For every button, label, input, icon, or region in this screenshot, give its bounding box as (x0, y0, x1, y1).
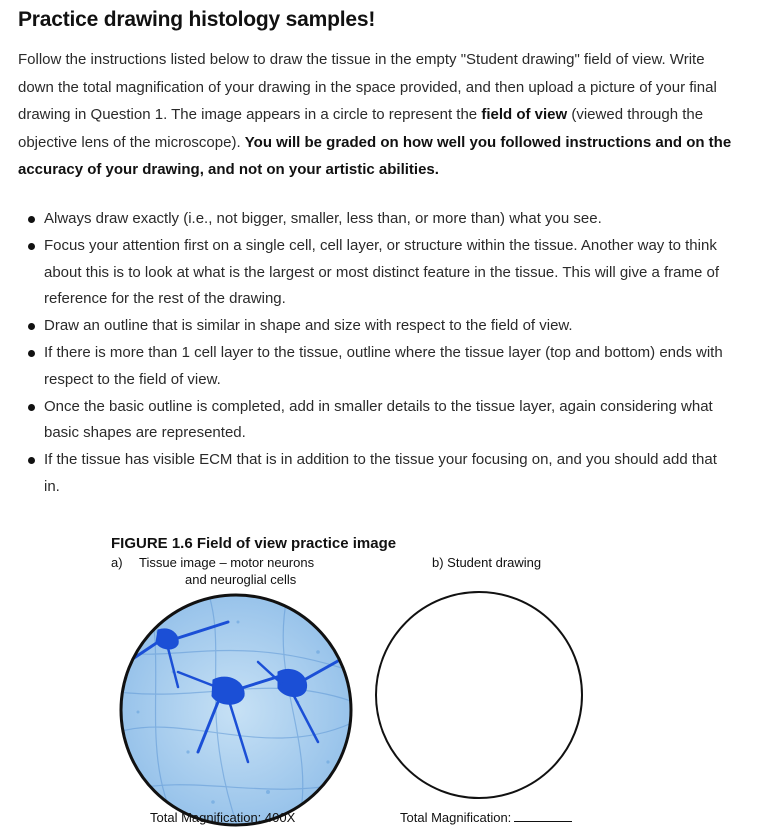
tissue-micrograph (118, 592, 354, 828)
instruction-item: Draw an outline that is similar in shape and size with respect to the field of view. (18, 313, 730, 340)
intro-paragraph (18, 46, 736, 184)
total-magnification-student (400, 810, 572, 825)
instruction-item: If the tissue has visible ECM that is in addition to the tissue your focusing on, and you should add that in. (18, 447, 730, 501)
instruction-item: Once the basic outline is completed, add in smaller details to the tissue layer, again considering what basic shapes are represented. (18, 394, 730, 448)
magnification-blank (514, 810, 572, 822)
instruction-list (18, 206, 730, 501)
figure-a-label-line1: Tissue image – motor neurons (139, 555, 315, 570)
intro-bold-field-of-view: field of view (481, 106, 568, 123)
instruction-item: Focus your attention first on a single cell, cell layer, or structure within the tissue. Another way to think about this is to look at what is the largest or most distinct feature in the tissue. This will give a frame of reference for the rest of the drawing. (18, 233, 730, 313)
intro-bold-grading: You will be graded on how well you followed instructions and on the accuracy of your drawing, and not on your artistic abilities. (18, 133, 732, 178)
figure-b-label: b) Student drawing (432, 555, 542, 570)
instruction-item: If there is more than 1 cell layer to the tissue, outline where the tissue layer (top and bottom) ends with respect to the field of view. (18, 340, 730, 394)
instruction-item: Always draw exactly (i.e., not bigger, smaller, less than, or more than) what you see. (18, 206, 730, 233)
page-title: Practice drawing histology samples! (18, 8, 376, 31)
total-magnification-tissue: Total Magnification: 400X (150, 810, 296, 825)
intro-text-1: Follow the instructions listed below to draw the tissue in the empty "Student drawing" field of view. Write down the total magnification of your drawing in the space provided, and then upload a picture of your final drawing in Question 1. The image appears in a circle to represent the (18, 51, 717, 123)
figure-a-prefix: a) (111, 555, 123, 570)
figure-title: FIGURE 1.6 Field of view practice image (111, 535, 397, 552)
figure-a-label (139, 554, 339, 588)
intro-text-2: (viewed through the objective lens of the microscope). (18, 106, 704, 151)
total-magnification-student-label: Total Magnification: (400, 810, 512, 825)
figure-a-label-line2: and neuroglial cells (185, 572, 297, 587)
student-drawing-circle (375, 591, 583, 799)
